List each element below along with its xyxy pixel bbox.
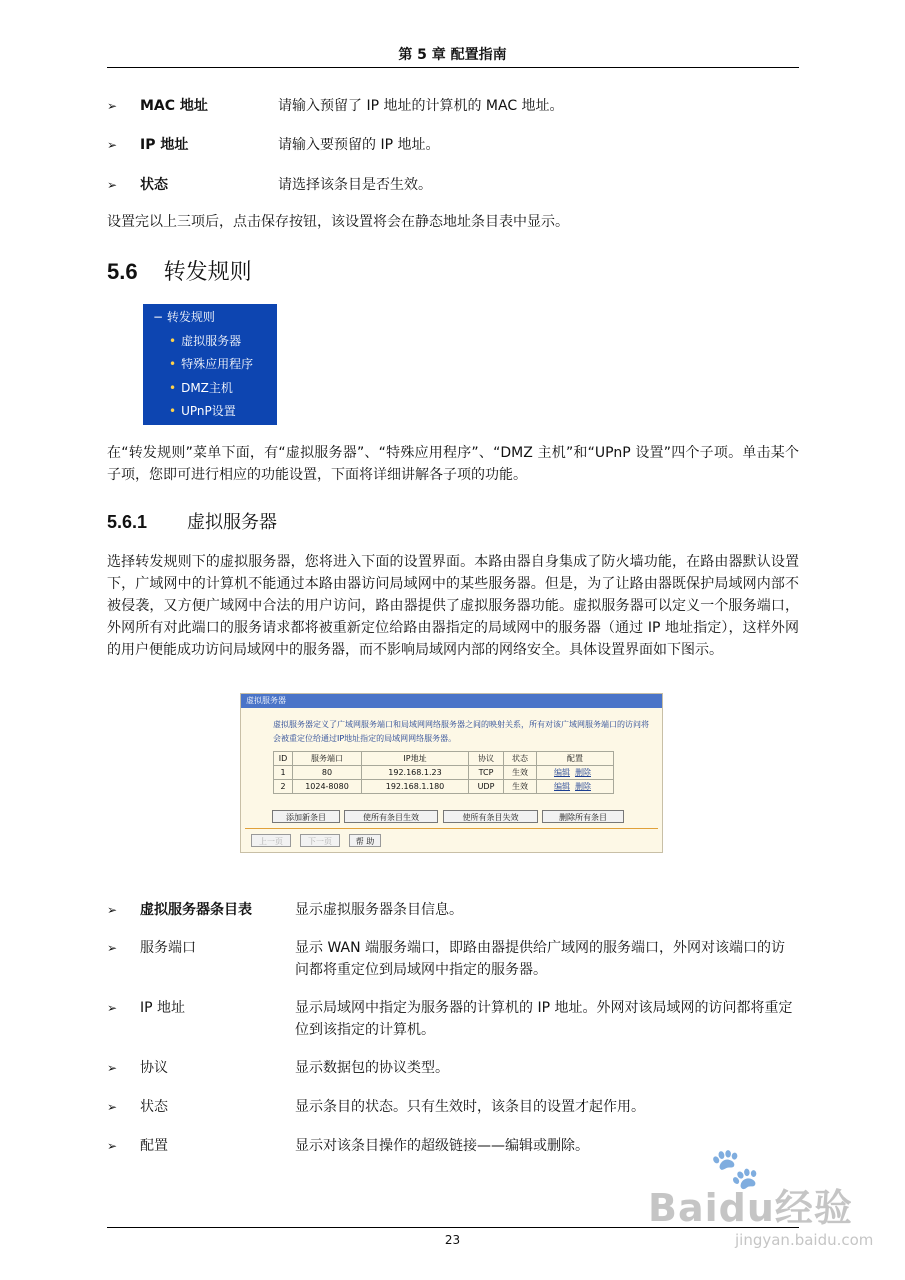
watermark-brand: Baidu经验: [648, 1186, 853, 1230]
help-button[interactable]: 帮 助: [349, 834, 381, 847]
prev-page-button[interactable]: 上一页: [251, 834, 291, 847]
bullet-desc: 请输入要预留的 IP 地址。: [278, 137, 440, 153]
add-entry-button[interactable]: 添加新条目: [272, 810, 340, 823]
menu-item-label: 特殊应用程序: [181, 357, 254, 371]
def-desc: 显示对该条目操作的超级链接——编辑或删除。: [295, 1138, 589, 1154]
cell-ip: 192.168.1.180: [362, 780, 469, 794]
bullet-desc: 请输入预留了 IP 地址的计算机的 MAC 地址。: [278, 98, 564, 114]
menu-item-label: DMZ主机: [181, 381, 233, 395]
section-number: 5.6: [107, 259, 138, 284]
cell-proto: UDP: [469, 780, 504, 794]
delete-all-button[interactable]: 删除所有条目: [542, 810, 624, 823]
cell-config: [537, 780, 614, 794]
subsection-heading: [107, 508, 277, 534]
bullet-dot-icon: •: [169, 404, 177, 418]
delete-link[interactable]: 删除: [575, 768, 591, 777]
section-heading: [107, 255, 252, 286]
virtual-server-screenshot: [240, 693, 663, 853]
cell-status: 生效: [504, 766, 537, 780]
cell-config: [537, 766, 614, 780]
cell-id: 2: [274, 780, 293, 794]
watermark-url: jingyan.baidu.com: [735, 1231, 874, 1249]
virtual-server-table: [273, 751, 614, 794]
screen-intro: 虚拟服务器定义了广域网服务端口和局域网网络服务器之间的映射关系，所有对该广域网服务端口的访问将会被重定位给通过IP地址指定的局域网网络服务器。: [273, 720, 649, 743]
cell-port: 80: [293, 766, 362, 780]
menu-item-label: UPnP设置: [181, 404, 236, 418]
next-page-button[interactable]: 下一页: [300, 834, 340, 847]
disable-all-button[interactable]: 使所有条目失效: [443, 810, 538, 823]
forwarding-menu-image: [143, 304, 277, 425]
paw-icon: 🐾: [710, 1146, 760, 1192]
def-term: 协议: [140, 1060, 168, 1076]
def-desc: 显示数据包的协议类型。: [295, 1060, 449, 1076]
menu-root-label: − 转发规则: [153, 310, 215, 324]
paragraph-virtual-server: 选择转发规则下的虚拟服务器，您将进入下面的设置界面。本路由器自身集成了防火墙功能，在路由器默认设置下，广域网中的计算机不能通过本路由器访问局域网中的某些服务器。但是，为了让路由器既保护局域网内部不被侵袭，又方便广域网中合法的用户访问，路由器提供了虚拟服务器功能。虚拟服务器可以定义一个服务端口，外网所有对此端口的服务请求都将被重新定位给路由器指定的局域网中的服务器（通过 IP 地址指定），这样外网的用户便能成功访问局域网中的服务器，而不影响局域网内部的网络安全。具体设置界面如下图示。: [107, 554, 799, 658]
def-term: 虚拟服务器条目表: [140, 902, 252, 918]
footer-rule: [107, 1227, 799, 1228]
arrow-bullet-icon: ➢: [107, 903, 118, 917]
def-term: 状态: [140, 1099, 168, 1115]
divider: [245, 828, 658, 829]
arrow-bullet-icon: ➢: [107, 1001, 118, 1015]
col-proto: 协议: [469, 752, 504, 766]
table-header-row: [274, 752, 614, 766]
def-desc: 显示局域网中指定为服务器的计算机的 IP 地址。外网对该局域网的访问都将重定位到该指定的计算机。: [295, 1000, 793, 1038]
cell-status: 生效: [504, 780, 537, 794]
bullet-dot-icon: •: [169, 357, 177, 371]
def-desc: 显示虚拟服务器条目信息。: [295, 902, 463, 918]
bullet-dot-icon: •: [169, 334, 177, 348]
cell-id: 1: [274, 766, 293, 780]
subsection-number: 5.6.1: [107, 512, 148, 532]
delete-link[interactable]: 删除: [575, 782, 591, 791]
menu-item-special-app: [169, 356, 253, 372]
bullet-desc: 请选择该条目是否生效。: [278, 177, 432, 193]
arrow-bullet-icon: ➢: [107, 178, 118, 192]
def-desc: 显示 WAN 端服务端口，即路由器提供给广域网的服务端口，外网对该端口的访问都将重定位到局域网中指定的服务器。: [295, 940, 786, 978]
header-rule: [107, 67, 799, 68]
col-config: 配置: [537, 752, 614, 766]
arrow-bullet-icon: ➢: [107, 138, 118, 152]
bullet-dot-icon: •: [169, 381, 177, 395]
table-row: [274, 766, 614, 780]
edit-link[interactable]: 编辑: [554, 768, 570, 777]
arrow-bullet-icon: ➢: [107, 1100, 118, 1114]
bullet-term: MAC 地址: [140, 98, 208, 114]
menu-item-virtual-server: [169, 333, 241, 349]
bullet-term: 状态: [140, 177, 168, 193]
section-title: 转发规则: [163, 260, 252, 285]
menu-item-label: 虚拟服务器: [181, 334, 242, 348]
enable-all-button[interactable]: 使所有条目生效: [344, 810, 438, 823]
table-row: [274, 780, 614, 794]
paragraph-menu-intro: 在“转发规则”菜单下面，有“虚拟服务器”、“特殊应用程序”、“DMZ 主机”和“UPnP 设置”四个子项。单击某个子项，您即可进行相应的功能设置，下面将详细讲解各子项的功能。: [107, 445, 799, 483]
cell-ip: 192.168.1.23: [362, 766, 469, 780]
def-term: IP 地址: [140, 1000, 186, 1016]
col-status: 状态: [504, 752, 537, 766]
def-term: 配置: [140, 1138, 168, 1154]
cell-port: 1024-8080: [293, 780, 362, 794]
arrow-bullet-icon: ➢: [107, 1139, 118, 1153]
menu-item-dmz: [169, 380, 233, 396]
page-header: 第 5 章 配置指南: [398, 47, 507, 63]
paragraph-save-note: 设置完以上三项后，点击保存按钮，该设置将会在静态地址条目表中显示。: [107, 214, 569, 230]
subsection-title: 虚拟服务器: [187, 512, 278, 533]
col-id: ID: [274, 752, 293, 766]
arrow-bullet-icon: ➢: [107, 1061, 118, 1075]
menu-item-upnp: [169, 403, 236, 419]
arrow-bullet-icon: ➢: [107, 941, 118, 955]
cell-proto: TCP: [469, 766, 504, 780]
edit-link[interactable]: 编辑: [554, 782, 570, 791]
def-term: 服务端口: [140, 940, 196, 956]
col-port: 服务端口: [293, 752, 362, 766]
col-ip: IP地址: [362, 752, 469, 766]
def-desc: 显示条目的状态。只有生效时，该条目的设置才起作用。: [295, 1099, 645, 1115]
bullet-term: IP 地址: [140, 137, 189, 153]
arrow-bullet-icon: ➢: [107, 99, 118, 113]
page-number: 23: [444, 1233, 461, 1247]
screen-title: 虚拟服务器: [241, 694, 662, 708]
